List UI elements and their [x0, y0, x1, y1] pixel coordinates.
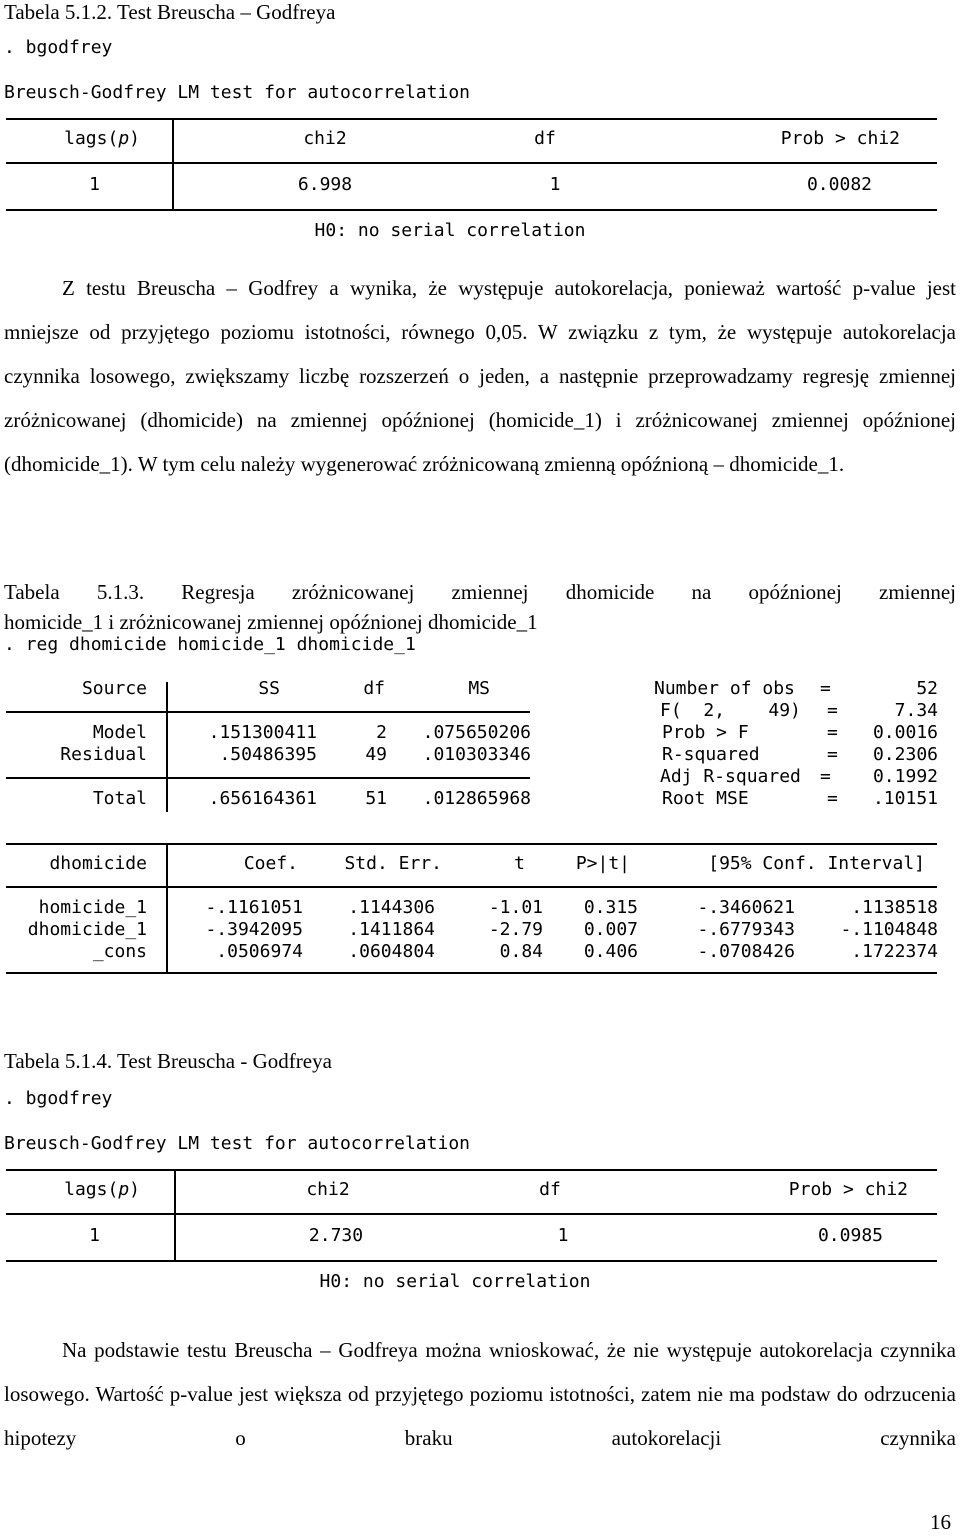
table1-divider — [172, 119, 174, 211]
coef-row3-p: 0.406 — [583, 941, 638, 962]
coef-row1-var: homicide_1 — [38, 897, 147, 918]
coef-row3-lo: -.0708426 — [697, 941, 795, 962]
table1-header-rule — [6, 162, 937, 164]
table3-divider — [174, 1170, 176, 1262]
coef-header-var: dhomicide — [49, 853, 147, 874]
anova-header-source: Source — [81, 678, 147, 699]
coef-top-rule — [6, 843, 937, 845]
table1-header-df: df — [534, 128, 556, 149]
anova-header-df: df — [363, 678, 385, 699]
table1-top-rule — [6, 118, 937, 120]
anova-residual-source: Residual — [60, 744, 147, 765]
coef-row2-t: -2.79 — [488, 919, 543, 940]
stat-value-adjr2: 0.1992 — [872, 766, 938, 787]
coef-header-t: t — [514, 853, 525, 874]
stat-label-nobs: Number of obs — [654, 678, 795, 699]
table1-cell-lags: 1 — [89, 174, 100, 195]
lags-p-symbol: p — [118, 1179, 130, 1200]
coef-row1-lo: -.3460621 — [697, 897, 795, 918]
coef-row1-coef: -.1161051 — [205, 897, 303, 918]
table3-title: Breusch-Godfrey LM test for autocorrelation — [4, 1133, 470, 1154]
table1-title: Breusch-Godfrey LM test for autocorrelation — [4, 82, 470, 103]
table1-header-lags: lags(p) — [64, 128, 140, 149]
anova-total-ms: .012865968 — [422, 788, 531, 809]
table3-cell-prob: 0.0985 — [817, 1225, 883, 1246]
table3-command: . bgodfrey — [4, 1088, 113, 1109]
table3-header-chi2: chi2 — [306, 1179, 350, 1200]
table1-h0: H0: no serial correlation — [314, 220, 586, 241]
anova-total-source: Total — [92, 788, 147, 809]
coef-row3-hi: .1722374 — [851, 941, 938, 962]
stat-eq-adjr2: = — [820, 766, 831, 787]
stat-label-f: F( 2, 49) — [660, 700, 801, 721]
table3-cell-df: 1 — [557, 1225, 569, 1246]
paragraph-2: Na podstawie testu Breuscha – Godfreya można wnioskować, że nie występuje autokorelacja czynnika losowego. Wartość p-value jest większa od przyjętego poziomu istotności, zatem nie ma podstaw do odrzucenia hipotezy o braku autokorelacji czynnika — [4, 1338, 956, 1450]
stat-eq-rmse: = — [827, 788, 838, 809]
page-number: 16 — [930, 1510, 951, 1534]
anova-divider — [166, 682, 168, 812]
coef-header-rule — [6, 886, 937, 888]
table1-caption: Tabela 5.1.2. Test Breuscha – Godfreya — [4, 0, 336, 24]
table1-header-chi2: chi2 — [303, 128, 347, 149]
coef-row3-var: _cons — [92, 941, 147, 962]
coef-row3-se: .0604804 — [348, 941, 435, 962]
stat-value-rmse: .10151 — [872, 788, 938, 809]
coef-header-coef: Coef. — [243, 853, 298, 874]
table3-caption: Tabela 5.1.4. Test Breuscha - Godfreya — [4, 1049, 332, 1073]
coef-row1-hi: .1138518 — [851, 897, 938, 918]
anova-model-source: Model — [92, 722, 147, 743]
stat-eq-nobs: = — [820, 678, 831, 699]
coef-row2-coef: -.3942095 — [205, 919, 303, 940]
anova-residual-ss: .50486395 — [219, 744, 317, 765]
coef-header-se: Std. Err. — [344, 853, 442, 874]
anova-header-ms: MS — [468, 678, 490, 699]
table3-cell-chi2: 2.730 — [308, 1225, 364, 1246]
anova-model-ss: .151300411 — [208, 722, 317, 743]
table2-caption-line2: homicide_1 i zróżnicowanej zmiennej opóźnionej dhomicide_1 — [4, 610, 538, 634]
stat-label-rmse: Root MSE — [662, 788, 749, 809]
anova-residual-ms: .010303346 — [422, 744, 531, 765]
table1-bottom-rule — [6, 209, 937, 211]
coef-row2-se: .1411864 — [348, 919, 435, 940]
stat-value-probf: 0.0016 — [872, 722, 938, 743]
stat-eq-r2: = — [827, 744, 838, 765]
table1-command: . bgodfrey — [4, 37, 113, 58]
anova-total-rule — [6, 777, 530, 779]
table3-header-rule — [6, 1213, 937, 1215]
coef-row2-hi: -.1104848 — [840, 919, 938, 940]
stat-value-nobs: 52 — [916, 678, 938, 699]
coef-header-ci: [95% Conf. Interval] — [708, 853, 925, 874]
anova-header-ss: SS — [258, 678, 280, 699]
table1-header-prob: Prob > chi2 — [780, 128, 900, 149]
coef-row1-se: .1144306 — [348, 897, 435, 918]
coef-row3-coef: .0506974 — [216, 941, 303, 962]
stat-label-adjr2: Adj R-squared — [660, 766, 801, 787]
anova-residual-df: 49 — [365, 744, 387, 765]
stat-eq-f: = — [827, 700, 838, 721]
stat-eq-probf: = — [827, 722, 838, 743]
anova-model-ms: .075650206 — [422, 722, 531, 743]
table1-cell-prob: 0.0082 — [806, 174, 872, 195]
stat-label-probf: Prob > F — [662, 722, 749, 743]
stat-value-f: 7.34 — [894, 700, 938, 721]
stat-label-r2: R-squared — [662, 744, 760, 765]
table1-cell-df: 1 — [549, 174, 561, 195]
table3-header-prob: Prob > chi2 — [788, 1179, 908, 1200]
anova-header-rule — [6, 711, 530, 713]
coef-row2-p: 0.007 — [583, 919, 638, 940]
coef-divider — [166, 844, 168, 972]
coef-row2-var: dhomicide_1 — [27, 919, 147, 940]
coef-row1-p: 0.315 — [583, 897, 638, 918]
stat-value-r2: 0.2306 — [872, 744, 938, 765]
coef-row1-t: -1.01 — [488, 897, 543, 918]
anova-model-df: 2 — [376, 722, 387, 743]
table1-cell-chi2: 6.998 — [297, 174, 353, 195]
table2-caption-line1: Tabela 5.1.3. Regresja zróżnicowanej zmiennej dhomicide na opóźnionej zmiennej — [4, 580, 956, 604]
table2-command: . reg dhomicide homicide_1 dhomicide_1 — [4, 634, 416, 655]
table3-top-rule — [6, 1169, 937, 1171]
coef-header-p: P>|t| — [575, 853, 630, 874]
paragraph-1: Z testu Breuscha – Godfrey a wynika, że występuje autokorelacja, ponieważ wartość p-value jest mniejsze od przyjętego poziomu istotności, równego 0,05. W związku z tym, że występuje autokorelacja czynnika losowego, zwiększamy liczbę rozszerzeń o jeden, a następnie przeprowadzamy regresję zmiennej zróżnicowanej (dhomicide) na zmiennej opóźnionej (homicide_1) i zróżnicowanej zmiennej opóźnionej (dhomicide_1). W tym celu należy wygenerować zróżnicowaną zmienną opóźnioną – dhomicide_1. — [4, 276, 956, 476]
anova-total-ss: .656164361 — [208, 788, 317, 809]
coef-bottom-rule — [6, 972, 937, 974]
anova-total-df: 51 — [365, 788, 387, 809]
table3-bottom-rule — [6, 1260, 937, 1262]
table3-h0: H0: no serial correlation — [319, 1271, 591, 1292]
table3-header-df: df — [539, 1179, 561, 1200]
table3-header-lags: lags(p) — [64, 1179, 140, 1200]
coef-row3-t: 0.84 — [499, 941, 543, 962]
coef-row2-lo: -.6779343 — [697, 919, 795, 940]
lags-p-symbol: p — [118, 128, 130, 149]
table3-cell-lags: 1 — [89, 1225, 100, 1246]
